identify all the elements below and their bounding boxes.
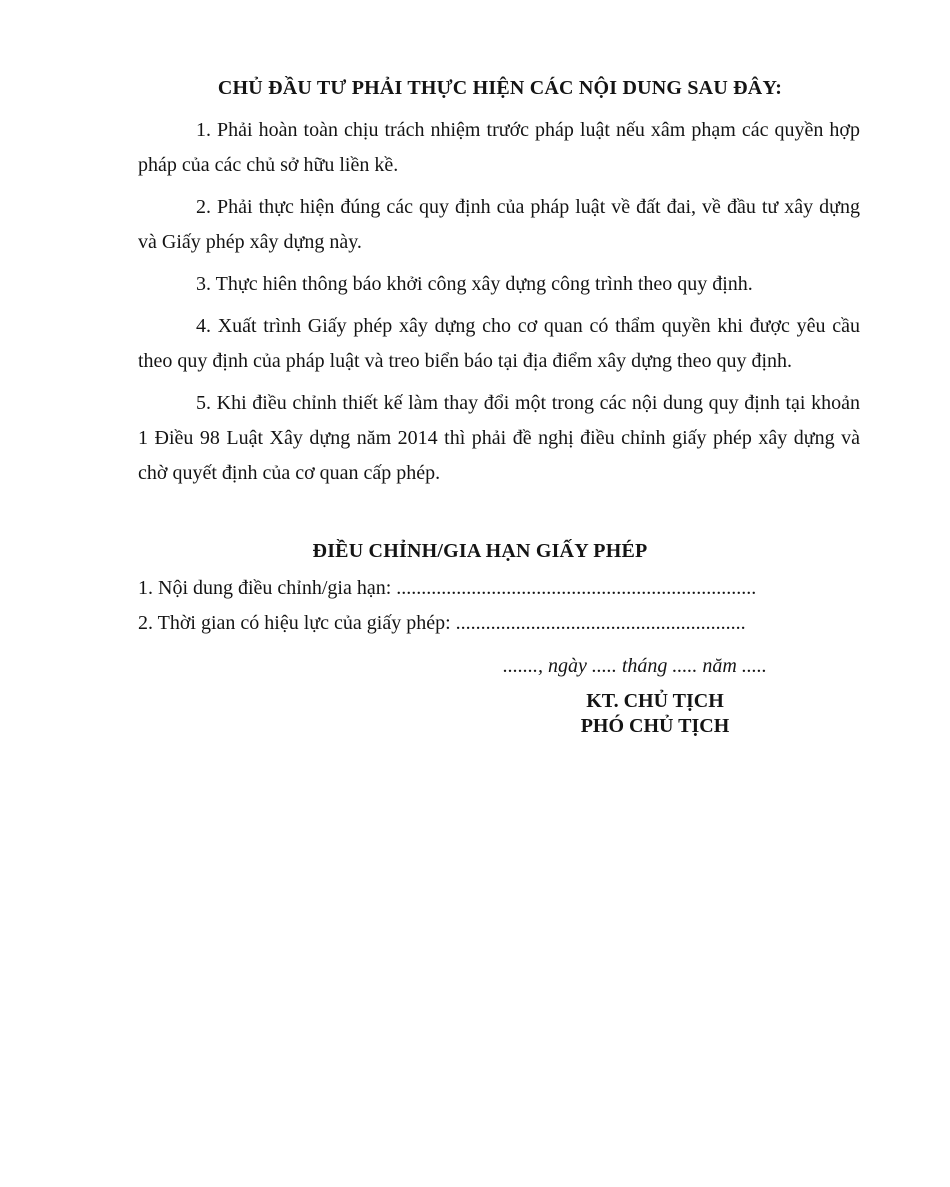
duties-list (138, 113, 860, 491)
adjustment-content-line (138, 577, 756, 600)
signature-date-line: ......., ngày ..... tháng ..... năm ..... (503, 655, 767, 677)
adjustment-content-label: 1. Nội dung điều chỉnh/gia hạn: (138, 577, 392, 599)
validity-period-label: 2. Thời gian có hiệu lực của giấy phép: (138, 612, 451, 634)
validity-period-line (138, 612, 746, 635)
duty-item-4: 4. Xuất trình Giấy phép xây dựng cho cơ quan có thẩm quyền khi được yêu cầu theo quy định của pháp luật và treo biển báo tại địa điểm xây dựng theo quy định. (138, 315, 860, 372)
signature-title-2: PHÓ CHỦ TỊCH (580, 715, 730, 737)
validity-period-blank: .......................................................... (455, 612, 746, 634)
duties-section-title: CHỦ ĐẦU TƯ PHẢI THỰC HIỆN CÁC NỘI DUNG SAU ĐÂY: (217, 77, 783, 99)
duty-item-1: 1. Phải hoàn toàn chịu trách nhiệm trước pháp luật nếu xâm phạm các quyền hợp pháp của các chủ sở hữu liền kề. (138, 119, 860, 176)
adjustment-content-blank: ........................................................................ (396, 577, 757, 599)
duty-item-2: 2. Phải thực hiện đúng các quy định của pháp luật về đất đai, về đầu tư xây dựng và Giấy phép xây dựng này. (138, 196, 860, 253)
adjustment-section-title: ĐIỀU CHỈNH/GIA HẠN GIẤY PHÉP (312, 540, 648, 562)
duty-item-5: 5. Khi điều chỉnh thiết kế làm thay đổi một trong các nội dung quy định tại khoản 1 Điều 98 Luật Xây dựng năm 2014 thì phải đề nghị điều chỉnh giấy phép xây dựng và chờ quyết định của cơ quan cấp phép. (138, 392, 860, 484)
signature-title-1: KT. CHỦ TỊCH (586, 690, 724, 712)
duty-item-3: 3. Thực hiên thông báo khởi công xây dựng công trình theo quy định. (196, 273, 753, 295)
